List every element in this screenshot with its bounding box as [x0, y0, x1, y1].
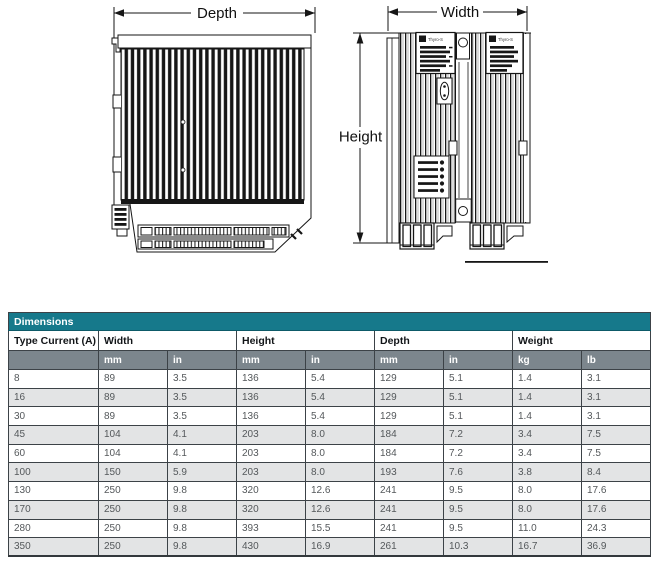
cell: 15.5 [306, 519, 375, 538]
cell: 184 [375, 426, 444, 445]
cell: 7.2 [444, 426, 513, 445]
table-row [9, 500, 651, 519]
row-type: 30 [9, 407, 99, 426]
cell: 8.0 [306, 444, 375, 463]
cell: 129 [375, 407, 444, 426]
cell: 7.6 [444, 463, 513, 482]
arrow-left-icon [388, 8, 398, 15]
brand-logo [419, 36, 426, 43]
cell: 3.5 [168, 407, 237, 426]
cell: 3.5 [168, 388, 237, 407]
cell: 5.4 [306, 370, 375, 389]
cell: 9.5 [444, 519, 513, 538]
brand-logo [489, 36, 496, 43]
cell: 3.8 [513, 463, 582, 482]
cell: 250 [99, 538, 168, 557]
cell: 104 [99, 426, 168, 445]
unit1-label-plate [416, 33, 455, 74]
cell: 261 [375, 538, 444, 557]
table-group-header-row [9, 331, 651, 351]
cell: 10.3 [444, 538, 513, 557]
arrow-down-icon [357, 233, 364, 244]
cell: 393 [237, 519, 306, 538]
heatsink-fins [121, 49, 304, 200]
units-cell: mm [237, 351, 306, 370]
table-row [9, 538, 651, 557]
cell: 89 [99, 388, 168, 407]
cell: 250 [99, 500, 168, 519]
mounting-rail [387, 38, 399, 243]
arrow-up-icon [357, 33, 364, 44]
cell: 8.4 [582, 463, 651, 482]
table-row [9, 426, 651, 445]
mount-hook [113, 157, 121, 172]
cell: 129 [375, 370, 444, 389]
row-type: 130 [9, 482, 99, 501]
cell: 8.0 [513, 500, 582, 519]
terminal-strip-row1 [138, 225, 289, 237]
row-type: 8 [9, 370, 99, 389]
cell: 203 [237, 463, 306, 482]
table-row [9, 407, 651, 426]
unit2-label-plate [486, 33, 523, 74]
row-type: 60 [9, 444, 99, 463]
cell: 193 [375, 463, 444, 482]
cell: 1.4 [513, 388, 582, 407]
cell: 11.0 [513, 519, 582, 538]
brand-text: Thyro-S [428, 37, 443, 42]
width-group-header: Width [99, 331, 237, 351]
figure-underline [465, 261, 548, 263]
row-type: 100 [9, 463, 99, 482]
cell: 241 [375, 482, 444, 501]
cell: 250 [99, 519, 168, 538]
table-units-row [9, 351, 651, 370]
table-row [9, 463, 651, 482]
cell: 5.1 [444, 407, 513, 426]
cell: 16.9 [306, 538, 375, 557]
depth-label: Depth [196, 5, 238, 22]
cell: 16.7 [513, 538, 582, 557]
cell: 129 [375, 388, 444, 407]
mounting-hole-bottom [459, 207, 468, 216]
cell: 7.5 [582, 426, 651, 445]
bottom-tab [437, 226, 452, 242]
depth-group-header: Depth [375, 331, 513, 351]
side-view-drawing [112, 5, 315, 252]
cell: 3.1 [582, 407, 651, 426]
cell: 136 [237, 388, 306, 407]
dimensions-table [8, 312, 651, 557]
cell: 203 [237, 444, 306, 463]
arrow-right-icon [305, 9, 315, 16]
cell: 7.5 [582, 444, 651, 463]
units-cell: in [168, 351, 237, 370]
units-cell: in [444, 351, 513, 370]
cell: 3.4 [513, 444, 582, 463]
cell: 12.6 [306, 500, 375, 519]
cell: 3.5 [168, 370, 237, 389]
cell: 184 [375, 444, 444, 463]
cell: 250 [99, 482, 168, 501]
units-cell [9, 351, 99, 370]
arrow-left-icon [114, 9, 124, 16]
type-current-header: Type Current (A) [9, 331, 99, 351]
table-title: Dimensions [9, 313, 651, 331]
units-cell: mm [99, 351, 168, 370]
cell: 3.1 [582, 388, 651, 407]
units-cell: mm [375, 351, 444, 370]
cell: 104 [99, 444, 168, 463]
cell: 150 [99, 463, 168, 482]
table-row [9, 482, 651, 501]
cell: 9.5 [444, 482, 513, 501]
cell: 241 [375, 519, 444, 538]
side-clip [519, 141, 527, 155]
cell: 12.6 [306, 482, 375, 501]
cell: 320 [237, 500, 306, 519]
cell: 17.6 [582, 500, 651, 519]
cell: 24.3 [582, 519, 651, 538]
row-type: 350 [9, 538, 99, 557]
table-title-row [9, 313, 651, 331]
brand-text: Thyro-S [498, 37, 513, 42]
cell: 5.4 [306, 388, 375, 407]
row-type: 16 [9, 388, 99, 407]
terminal-strip-row2 [138, 239, 273, 249]
cell: 89 [99, 407, 168, 426]
unit2-terminal-block [470, 223, 504, 249]
cell: 9.5 [444, 500, 513, 519]
units-cell: lb [582, 351, 651, 370]
device-top-band [118, 35, 311, 48]
height-group-header: Height [237, 331, 375, 351]
cell: 9.8 [168, 500, 237, 519]
cell: 5.9 [168, 463, 237, 482]
unit1-terminal-block [400, 223, 434, 249]
side-connector [112, 205, 129, 236]
units-cell: kg [513, 351, 582, 370]
height-label: Height [338, 128, 383, 146]
row-type: 170 [9, 500, 99, 519]
table-row [9, 388, 651, 407]
cell: 1.4 [513, 407, 582, 426]
cell: 136 [237, 407, 306, 426]
cell: 4.1 [168, 444, 237, 463]
rotary-switch [437, 78, 452, 104]
cell: 17.6 [582, 482, 651, 501]
cell: 1.4 [513, 370, 582, 389]
width-label: Width [440, 4, 480, 21]
cell: 8.0 [306, 463, 375, 482]
cell: 9.8 [168, 482, 237, 501]
row-type: 280 [9, 519, 99, 538]
cell: 203 [237, 426, 306, 445]
cell: 5.1 [444, 388, 513, 407]
side-clip [449, 141, 457, 155]
units-cell: in [306, 351, 375, 370]
cell: 5.4 [306, 407, 375, 426]
table-row [9, 444, 651, 463]
bottom-tab [507, 226, 523, 242]
front-view-drawing [335, 4, 548, 263]
mount-hook [113, 95, 121, 108]
cell: 136 [237, 370, 306, 389]
cell: 36.9 [582, 538, 651, 557]
row-type: 45 [9, 426, 99, 445]
cell: 5.1 [444, 370, 513, 389]
cell: 320 [237, 482, 306, 501]
cell: 3.4 [513, 426, 582, 445]
cell: 8.0 [513, 482, 582, 501]
cell: 9.8 [168, 519, 237, 538]
table-row [9, 519, 651, 538]
cell: 8.0 [306, 426, 375, 445]
cell: 9.8 [168, 538, 237, 557]
cell: 4.1 [168, 426, 237, 445]
weight-group-header: Weight [513, 331, 651, 351]
cell: 241 [375, 500, 444, 519]
mounting-hole-top [459, 38, 468, 47]
cell: 7.2 [444, 444, 513, 463]
cell: 3.1 [582, 370, 651, 389]
led-panel [414, 156, 449, 198]
arrow-right-icon [517, 8, 527, 15]
table-row [9, 370, 651, 389]
cell: 430 [237, 538, 306, 557]
cell: 89 [99, 370, 168, 389]
